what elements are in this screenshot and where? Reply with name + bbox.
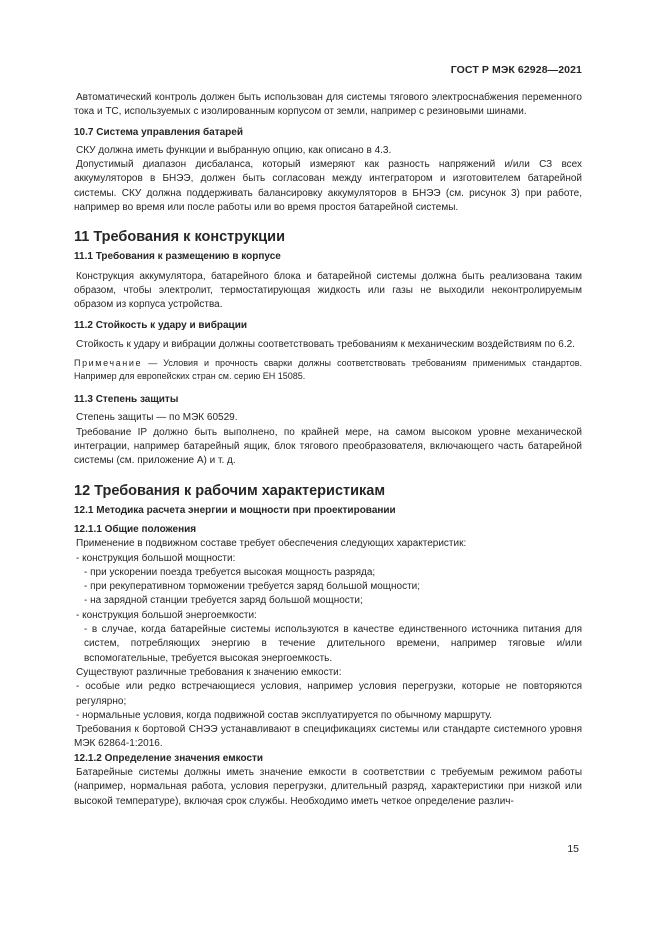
document-header: ГОСТ Р МЭК 62928—2021 xyxy=(450,64,582,76)
document-body xyxy=(74,91,582,809)
section-heading-11-1: 11.1 Требования к размещению в корпусе xyxy=(74,251,281,263)
note-label: Примечание xyxy=(74,358,143,369)
page-number: 15 xyxy=(567,843,579,855)
section-heading-12-1: 12.1 Методика расчета энергии и мощности при проектировании xyxy=(74,504,396,516)
paragraph: Требования к бортовой СНЭЭ устанавливают в спецификациях системы или стандарте системного уровня МЭК 62864-1:2016. xyxy=(74,724,582,750)
paragraph: Батарейные системы должны иметь значение емкости в соответствии с требуемым режимом работы (например, нормальная работа, условия перегрузки, длительный разряд, характеристики при низкой или высокой температуре), включая срок службы. Необходимо иметь четкое определение различ- xyxy=(74,766,582,807)
section-heading-12: 12 Требования к рабочим характеристикам xyxy=(74,482,386,499)
list-item: - особые или редко встречающиеся условия, например условия перегрузки, которые не повторяются регулярно; xyxy=(76,681,582,707)
section-heading-11-2: 11.2 Стойкость к удару и вибрации xyxy=(74,319,247,331)
section-heading-12-1-2: 12.1.2 Определение значения емкости xyxy=(74,752,264,764)
paragraph: Конструкция аккумулятора, батарейного блока и батарейной системы должна быть реализована таким образом, чтобы электролит, термостатирующая жидкость или газы не выходили неконтролируемым образом из корпуса устройства. xyxy=(74,270,582,311)
section-heading-11-3: 11.3 Степень защиты xyxy=(74,394,179,406)
paragraph: Требование IP должно быть выполнено, по крайней мере, на самом высоком уровне механической интеграции, например батарейный ящик, блок тягового преобразователя, включающего часть батарейной системы (см. приложение А) и т. д. xyxy=(74,426,582,467)
section-heading-12-1-1: 12.1.1 Общие положения xyxy=(74,523,197,535)
list-item: - при рекуперативном торможении требуется заряд большой мощности; xyxy=(84,581,421,593)
paragraph: Стойкость к удару и вибрации должны соответствовать требованиям к механическим воздействиям по 6.2. xyxy=(76,338,575,350)
list-item: - в случае, когда батарейные системы используются в качестве единственного источника питания для систем, потребляющих энергию в течение длительного времени, например тяговые и/или вспомогательные, требуется высокая энергоемкость. xyxy=(84,624,582,664)
note-text: — Условия и прочность сварки должны соответствовать требованиям применимых стандартов. Например для европейских стран см. серию ЕН 15085. xyxy=(74,358,582,382)
list-item: - нормальные условия, когда подвижной состав эксплуатируется по обычному маршруту. xyxy=(76,709,493,721)
paragraph: Применение в подвижном составе требует обеспечения следующих характеристик: xyxy=(76,538,467,550)
list-item: - конструкция большой мощности: xyxy=(76,552,236,564)
paragraph: Степень защиты — по МЭК 60529. xyxy=(76,412,238,424)
paragraph: Автоматический контроль должен быть использован для системы тягового электроснабжения переменного тока и ТС, используемых с изолированным корпусом от земли, например с резиновыми шинами. xyxy=(74,92,582,118)
note xyxy=(74,357,582,383)
paragraph: Существуют различные требования к значению емкости: xyxy=(76,666,342,678)
paragraph: СКУ должна иметь функции и выбранную опцию, как описано в 4.3. xyxy=(76,144,392,156)
paragraph: Допустимый диапазон дисбаланса, который измеряют как разность напряжений и/или СЗ всех аккумуляторов в БНЭЭ, должен быть согласован между интегратором и изготовителем батарейной системы. СКУ должна поддерживать балансировку аккумуляторов в БНЭЭ (см. рисунок 3) при работе, например во время или после работы или во время простоя батарейной системы. xyxy=(74,159,582,214)
section-heading-10-7: 10.7 Система управления батарей xyxy=(74,126,243,138)
list-item: - на зарядной станции требуется заряд большой мощности; xyxy=(84,595,363,607)
list-item: - при ускорении поезда требуется высокая мощность разряда; xyxy=(84,566,376,578)
section-heading-11: 11 Требования к конструкции xyxy=(74,229,286,246)
list-item: - конструкция большой энергоемкости: xyxy=(76,609,257,621)
